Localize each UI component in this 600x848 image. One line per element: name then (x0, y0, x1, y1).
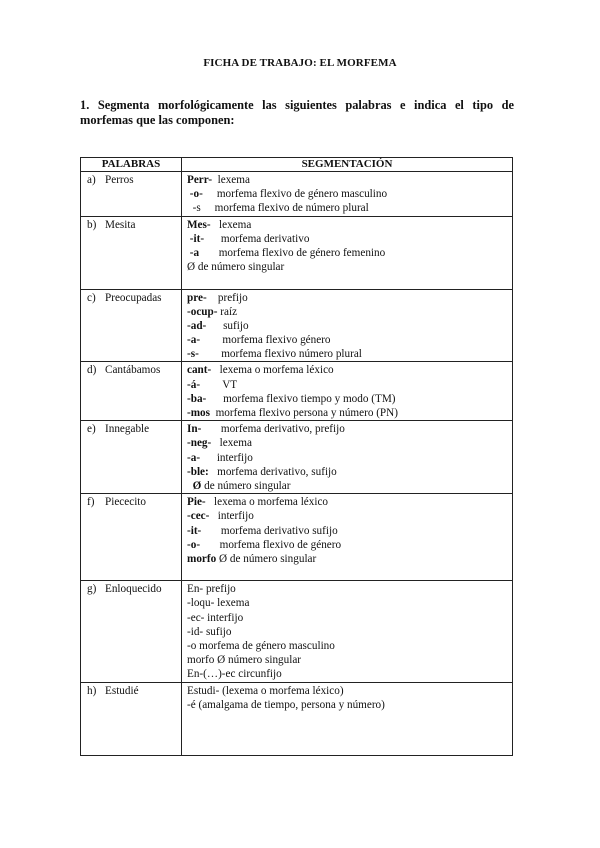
morpheme: -a- (187, 334, 201, 347)
table-row (81, 494, 513, 581)
segmentation-cell (182, 421, 513, 494)
segment-line (187, 232, 512, 246)
item-letter: h) (87, 684, 97, 697)
segment-line (187, 465, 512, 479)
morpheme-description: -o morfema de género masculino (187, 640, 335, 652)
morpheme-description: lexema o morfema léxico (211, 364, 334, 377)
morpheme-description: VT (200, 378, 238, 391)
segment-line (187, 291, 512, 305)
segmentation-cell (182, 172, 513, 217)
segment-line (187, 712, 512, 726)
morpheme: -s- (187, 348, 199, 361)
table-row (81, 289, 513, 362)
header-segmentation: SEGMENTACIÓN (182, 158, 513, 172)
header-words: PALABRAS (81, 158, 182, 172)
morpheme: -a- (187, 451, 201, 464)
segment-line (187, 552, 512, 566)
segment-line (187, 173, 512, 187)
word-label: Enloquecido (105, 583, 162, 596)
morpheme-description: morfema flexivo número plural (198, 348, 362, 361)
table-row (81, 421, 513, 494)
segment-line (187, 653, 512, 667)
morpheme: -ocup- (187, 305, 218, 318)
morpheme-description: interfijo (209, 510, 254, 523)
morpheme-description: morfema flexivo de género femenino (199, 246, 386, 259)
morpheme-description: prefijo (206, 291, 248, 304)
morpheme: -it- (187, 524, 202, 537)
word-label: Cantábamos (105, 364, 161, 377)
exercise-instruction: 1. Segmenta morfológicamente las siguientes palabras e indica el tipo de morfemas que las componen: (80, 98, 514, 127)
morpheme-description: sufijo (206, 319, 249, 332)
segment-line (187, 187, 512, 201)
segment-line (187, 218, 512, 232)
morpheme-description: lexema (211, 437, 252, 450)
word-cell (81, 581, 182, 682)
morpheme: Ø (187, 479, 202, 492)
table-row (81, 682, 513, 755)
morpheme: -mos (187, 407, 210, 419)
item-letter: g) (87, 583, 97, 596)
item-letter: a) (87, 174, 96, 186)
morpheme-description: lexema o morfema léxico (205, 496, 329, 509)
segment-line (187, 538, 512, 552)
segment-line (187, 611, 512, 625)
segmentation-cell (182, 494, 513, 581)
morpheme: -a (187, 246, 200, 259)
table-row (81, 172, 513, 217)
segmentation-cell (182, 682, 513, 755)
word-cell (81, 216, 182, 289)
morpheme-description: lexema (212, 174, 250, 186)
morpheme: morfo (187, 552, 217, 565)
word-cell (81, 362, 182, 421)
table-header-row (81, 158, 513, 172)
morpheme: Perr- (187, 174, 213, 186)
morpheme: -o- (187, 188, 203, 201)
segmentation-cell (182, 289, 513, 362)
segmentation-cell (182, 581, 513, 682)
morpheme-description: -é (amalgama de tiempo, persona y número) (187, 698, 385, 711)
morpheme: -neg- (187, 437, 212, 450)
word-cell (81, 421, 182, 494)
segment-line (187, 246, 512, 260)
segment-line (187, 378, 512, 392)
segment-line (187, 305, 512, 319)
morpheme: -it- (187, 232, 205, 245)
segment-line (187, 639, 512, 653)
segment-line (187, 406, 512, 420)
morpheme: -á- (187, 378, 201, 391)
word-label: Mesita (105, 218, 136, 231)
morpheme-description: morfema flexivo de género (200, 538, 342, 551)
segment-line (187, 495, 512, 509)
segment-line (187, 319, 512, 333)
morpheme-description: morfema derivativo (204, 232, 310, 245)
morpheme: In- (187, 423, 202, 436)
morpheme-description: morfema derivativo sufijo (201, 524, 338, 537)
morpheme-description: En- prefijo (187, 583, 236, 596)
segment-line (187, 436, 512, 450)
morpheme: -ad- (187, 319, 207, 332)
morpheme-description: -ec- interfijo (187, 611, 244, 624)
word-label: Innegable (105, 423, 150, 436)
morpheme-description: -s morfema flexivo de número plural (187, 202, 369, 215)
morpheme-description: -id- sufijo (187, 625, 232, 638)
segment-line (187, 740, 512, 754)
morpheme-description: morfema flexivo persona y número (PN) (210, 407, 398, 419)
segment-line (187, 260, 512, 274)
morpheme-description: interfijo (200, 451, 253, 464)
morpheme-description: Estudi- (lexema o morfema léxico) (187, 684, 344, 697)
segment-line (187, 524, 512, 538)
morpheme: -o- (187, 538, 201, 551)
segment-line (187, 726, 512, 740)
item-letter: d) (87, 364, 97, 377)
morpheme-description: lexema (210, 218, 252, 231)
table-row (81, 581, 513, 682)
word-cell (81, 494, 182, 581)
segment-line (187, 566, 512, 580)
word-cell (81, 289, 182, 362)
morpheme-description: Ø de número singular (216, 552, 317, 565)
morpheme-description: morfo Ø número singular (187, 654, 302, 667)
morpheme-description: raíz (217, 305, 238, 318)
segment-line (187, 698, 512, 712)
morpheme-description: morfema derivativo, sufijo (208, 465, 337, 478)
segment-line (187, 333, 512, 347)
segment-line (187, 684, 512, 698)
segmentation-cell (182, 216, 513, 289)
segment-line (187, 582, 512, 596)
morpheme-description: morfema derivativo, prefijo (201, 423, 345, 436)
morpheme: cant- (187, 364, 212, 377)
segment-line (187, 347, 512, 361)
word-label: Piececito (105, 496, 147, 509)
morpheme-description: morfema flexivo tiempo y modo (TM) (206, 392, 396, 405)
morpheme-description: En-(…)-ec circunfijo (187, 668, 282, 681)
segment-line (187, 363, 512, 377)
segment-line (187, 625, 512, 639)
segment-line (187, 392, 512, 406)
word-label: Perros (105, 174, 134, 186)
item-letter: e) (87, 423, 96, 436)
segmentation-cell (182, 362, 513, 421)
morpheme-description: morfema flexivo de género masculino (202, 188, 388, 201)
word-cell (81, 682, 182, 755)
item-letter: b) (87, 218, 97, 231)
morpheme-description: Ø de número singular (187, 261, 285, 274)
segment-line (187, 479, 512, 493)
morpheme-description: morfema flexivo género (200, 334, 331, 347)
morpheme: Mes- (187, 218, 211, 231)
item-letter: f) (87, 496, 95, 509)
segment-line (187, 201, 512, 215)
morpheme: pre- (187, 291, 207, 304)
morpheme: -cec- (187, 510, 210, 523)
segment-line (187, 274, 512, 288)
morpheme: -ble: (187, 465, 209, 478)
word-cell (81, 172, 182, 217)
segment-line (187, 451, 512, 465)
table-row (81, 216, 513, 289)
word-label: Estudié (105, 684, 139, 697)
segment-line (187, 509, 512, 523)
item-letter: c) (87, 291, 96, 304)
morpheme-description: de número singular (201, 479, 291, 492)
table-row (81, 362, 513, 421)
morpheme: Pie- (187, 496, 206, 509)
segment-line (187, 596, 512, 610)
segment-line (187, 667, 512, 681)
segment-line (187, 422, 512, 436)
page-title: FICHA DE TRABAJO: EL MORFEMA (203, 57, 397, 69)
morpheme-table (80, 157, 513, 756)
morpheme: -ba- (187, 392, 207, 405)
morpheme-description: -loqu- lexema (187, 597, 250, 610)
word-label: Preocupadas (105, 291, 162, 304)
